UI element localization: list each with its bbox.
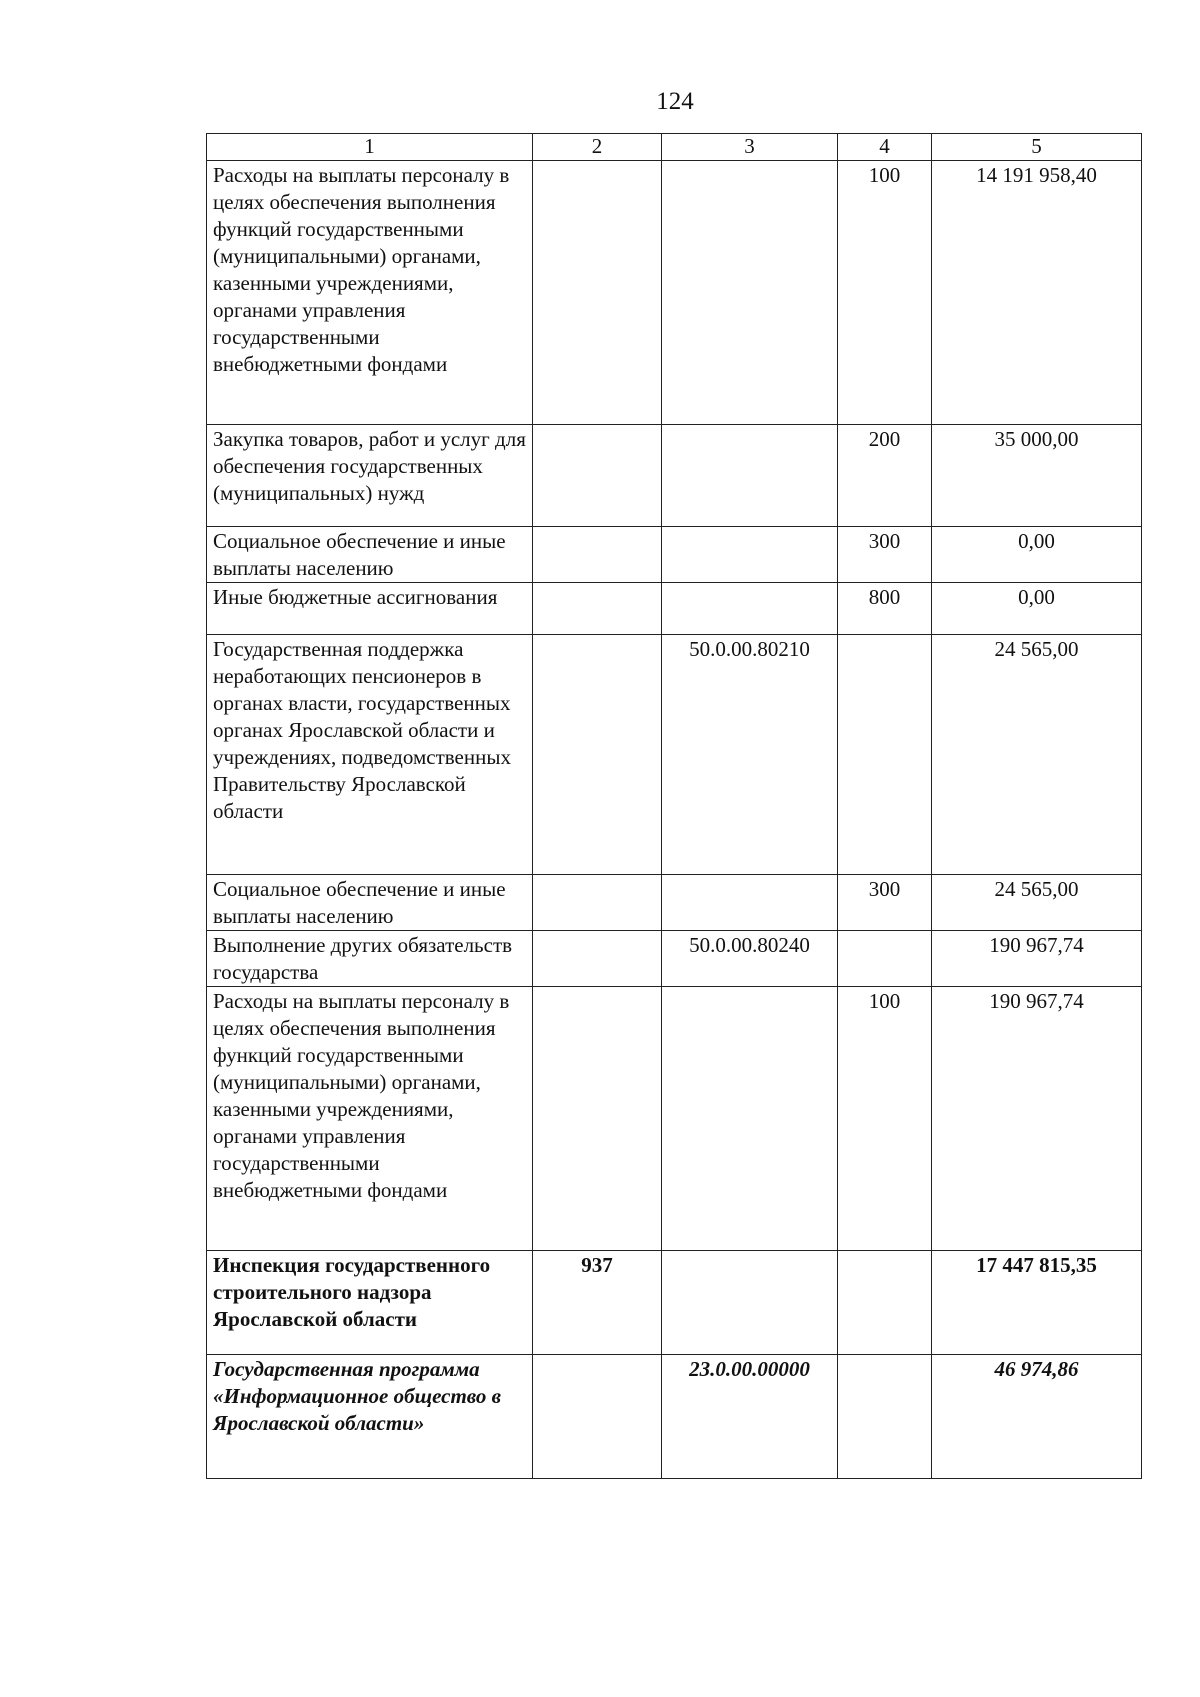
row-code-2-cell [533, 161, 662, 425]
row-code-3-cell: 50.0.00.80240 [662, 931, 838, 987]
row-code-3-cell [662, 875, 838, 931]
header-col-4: 4 [838, 134, 932, 161]
row-code-2-cell [533, 1355, 662, 1479]
table-row [207, 987, 1142, 1251]
budget-table [206, 133, 1142, 1479]
row-code-2-cell [533, 635, 662, 875]
row-code-3-cell: 23.0.00.00000 [662, 1355, 838, 1479]
row-code-4-cell: 300 [838, 527, 932, 583]
row-name-cell: Социальное обеспечение и иные выплаты населению [207, 527, 533, 583]
row-name-cell: Иные бюджетные ассигнования [207, 583, 533, 635]
row-name-cell: Социальное обеспечение и иные выплаты населению [207, 875, 533, 931]
row-code-2-cell: 937 [533, 1251, 662, 1355]
row-code-3-cell [662, 987, 838, 1251]
row-name-cell: Расходы на выплаты персоналу в целях обеспечения выполнения функций государственными (муниципальными) органами, казенными учреждениями, органами управления государственными внебюджетными фондами [207, 161, 533, 425]
header-col-1: 1 [207, 134, 533, 161]
header-col-3: 3 [662, 134, 838, 161]
row-code-2-cell [533, 583, 662, 635]
table-row [207, 931, 1142, 987]
row-code-4-cell [838, 1251, 932, 1355]
row-code-4-cell: 100 [838, 161, 932, 425]
row-name-cell: Государственная поддержка неработающих пенсионеров в органах власти, государственных органах Ярославской области и учреждениях, подведомственных Правительству Ярославской области [207, 635, 533, 875]
row-amount-cell: 0,00 [932, 583, 1142, 635]
row-code-4-cell [838, 931, 932, 987]
row-code-2-cell [533, 425, 662, 527]
row-amount-cell: 24 565,00 [932, 635, 1142, 875]
row-code-2-cell [533, 527, 662, 583]
row-code-2-cell [533, 875, 662, 931]
row-amount-cell: 46 974,86 [932, 1355, 1142, 1479]
table-row [207, 425, 1142, 527]
row-amount-cell: 17 447 815,35 [932, 1251, 1142, 1355]
row-code-4-cell [838, 635, 932, 875]
row-code-3-cell [662, 583, 838, 635]
table-row [207, 527, 1142, 583]
row-code-3-cell [662, 425, 838, 527]
row-code-4-cell [838, 1355, 932, 1479]
row-code-4-cell: 800 [838, 583, 932, 635]
row-code-3-cell: 50.0.00.80210 [662, 635, 838, 875]
table-row [207, 875, 1142, 931]
row-amount-cell: 190 967,74 [932, 987, 1142, 1251]
row-amount-cell: 35 000,00 [932, 425, 1142, 527]
row-code-3-cell [662, 1251, 838, 1355]
row-code-2-cell [533, 931, 662, 987]
row-amount-cell: 14 191 958,40 [932, 161, 1142, 425]
row-name-cell: Выполнение других обязательств государства [207, 931, 533, 987]
table-row [207, 583, 1142, 635]
row-amount-cell: 190 967,74 [932, 931, 1142, 987]
header-col-2: 2 [533, 134, 662, 161]
row-code-4-cell: 300 [838, 875, 932, 931]
row-code-2-cell [533, 987, 662, 1251]
row-code-3-cell [662, 161, 838, 425]
page-number: 124 [656, 88, 694, 115]
table-row [207, 1355, 1142, 1479]
row-name-cell: Закупка товаров, работ и услуг для обеспечения государственных (муниципальных) нужд [207, 425, 533, 527]
row-name-cell: Государственная программа «Информационное общество в Ярославской области» [207, 1355, 533, 1479]
table-body [207, 161, 1142, 1479]
row-code-4-cell: 200 [838, 425, 932, 527]
row-amount-cell: 0,00 [932, 527, 1142, 583]
header-col-5: 5 [932, 134, 1142, 161]
row-code-4-cell: 100 [838, 987, 932, 1251]
table-row [207, 161, 1142, 425]
row-name-cell: Инспекция государственного строительного надзора Ярославской области [207, 1251, 533, 1355]
table-row [207, 1251, 1142, 1355]
table-row [207, 635, 1142, 875]
row-code-3-cell [662, 527, 838, 583]
row-name-cell: Расходы на выплаты персоналу в целях обеспечения выполнения функций государственными (муниципальными) органами, казенными учреждениями, органами управления государственными внебюджетными фондами [207, 987, 533, 1251]
row-amount-cell: 24 565,00 [932, 875, 1142, 931]
header-row [207, 134, 1142, 161]
